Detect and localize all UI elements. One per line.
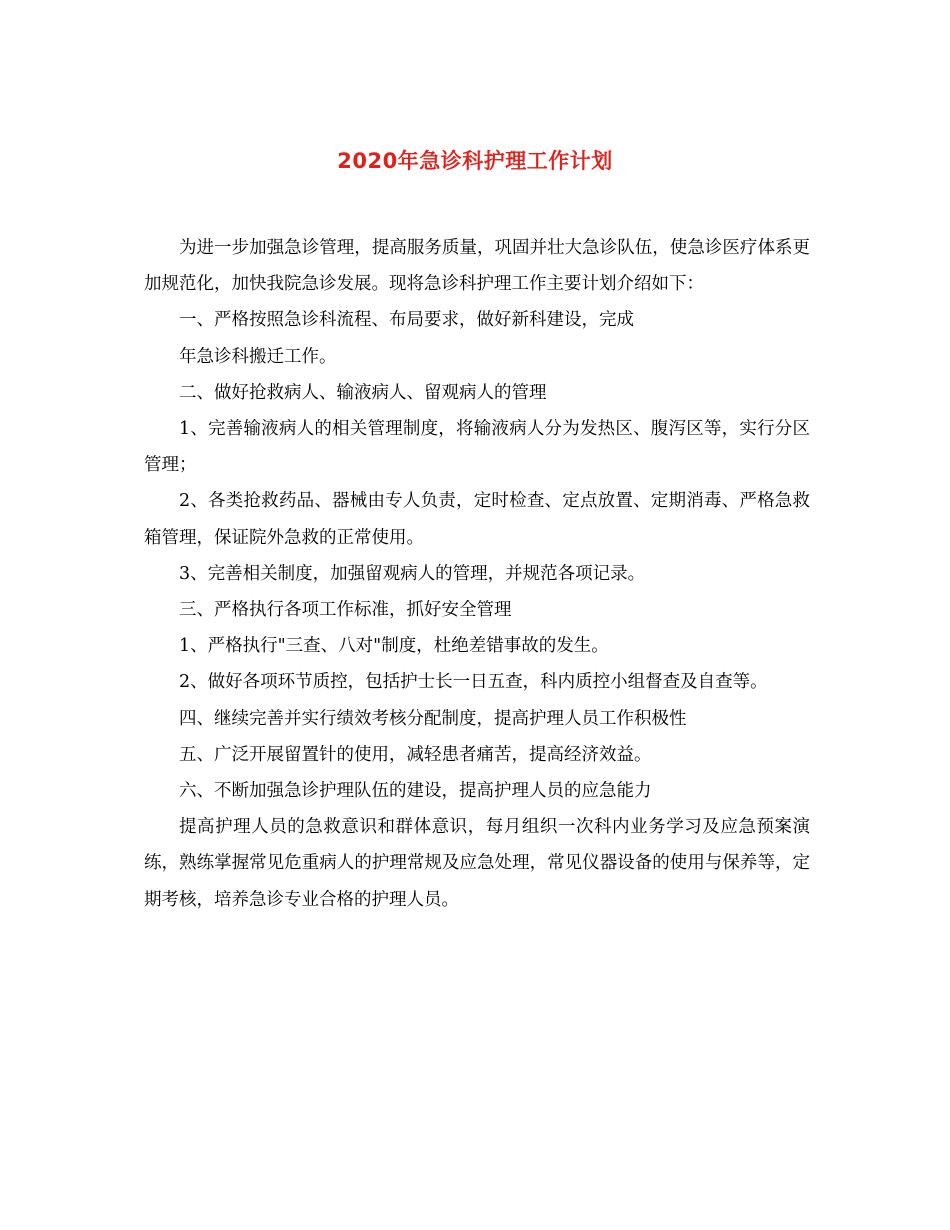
paragraph-intro: 为进一步加强急诊管理，提高服务质量，巩固并壮大急诊队伍，使急诊医疗体系更加规范化，加快我院急诊发展。现将急诊科护理工作主要计划介绍如下： [144,238,810,295]
document-title: 2020年急诊科护理工作计划 [337,149,613,173]
paragraph-section-1-cont: 年急诊科搬迁工作。 [179,346,337,367]
paragraph-section-6: 六、不断加强急诊护理队伍的建设，提高护理人员的应急能力 [179,781,652,802]
paragraph-section-2-item-3: 3、完善相关制度，加强留观病人的管理，并规范各项记录。 [179,563,646,584]
paragraph-section-5: 五、广泛开展留置针的使用，减轻患者痛苦，提高经济效益。 [179,744,652,765]
paragraph-section-2-item-2: 2、各类抢救药品、器械由专人负责，定时检查、定点放置、定期消毒、严格急救箱管理，保证院外急救的正常使用。 [144,491,810,548]
paragraph-section-6-detail: 提高护理人员的急救意识和群体意识，每月组织一次科内业务学习及应急预案演练，熟练掌握常见危重病人的护理常规及应急处理，常见仪器设备的使用与保养等，定期考核，培养急诊专业合格的护理人员。 [144,817,810,910]
paragraph-section-3-item-1: 1、严格执行"三查、八对"制度，杜绝差错事故的发生。 [179,636,609,657]
paragraph-section-4: 四、继续完善并实行绩效考核分配制度，提高护理人员工作积极性 [179,708,687,729]
paragraph-section-2: 二、做好抢救病人、输液病人、留观病人的管理 [179,382,547,403]
paragraph-section-3: 三、严格执行各项工作标准，抓好安全管理 [179,600,512,621]
paragraph-section-3-item-2: 2、做好各项环节质控，包括护士长一日五查，科内质控小组督查及自查等。 [179,672,768,693]
paragraph-section-1: 一、严格按照急诊科流程、布局要求，做好新科建设，完成 [179,310,634,331]
paragraph-section-2-item-1: 1、完善输液病人的相关管理制度，将输液病人分为发热区、腹泻区等，实行分区管理； [144,419,810,476]
document-body [144,230,810,918]
